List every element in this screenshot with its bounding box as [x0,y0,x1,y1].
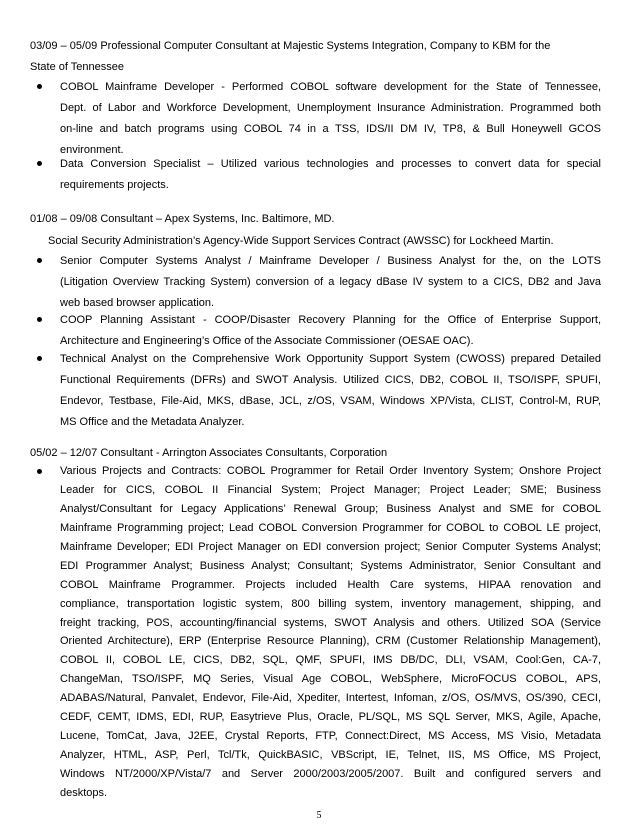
section-3-bullet-1-line-2: Leader for CICS, COBOL II Financial System; Project Manager; Project Leader; SME; Business [60,483,601,496]
section-1-bullet-2-line-2: requirements projects. [60,179,169,191]
section-1-bullet-1-line-4: environment. [60,144,124,156]
section-3-bullet-1-line-14: CEDF, CEMT, IDMS, EDI, RUP, Easytrieve Plus, Oracle, PL/SQL, MS SQL Server, MKS, Agile, Apache, [60,711,601,724]
section-3-bullet-1-line-11: COBOL II, COBOL LE, CICS, DB2, SQL, QMF, SPUFI, IMS DB/DC, DLI, VSAM, Cool:Gen, CA-7, [60,654,601,667]
section-3-bullet-1-line-17: Windows NT/2000/XP/Vista/7 and Server 2000/2003/2005/2007. Built and configured servers and [60,768,601,781]
section-3-bullet-1-line-8: compliance, transportation logistic system, 800 billing system, inventory management, shipping, and [60,597,601,610]
section-3-bullet-1-line-9: freight tracking, POS, accounting/financial systems, SWOT Analysis and others. Utilized SOA (Service [60,616,601,629]
section-2-bullet-1-line-2: (Litigation Overview Tracking System) conversion of a legacy dBase IV system to a CICS, DB2 and Java [60,276,601,288]
section-2-bullet-3-line-3: Endevor, Testbase, File-Aid, MKS, dBase, JCL, z/OS, VSAM, Windows XP/Vista, CLIST, Control-M, RUP, [60,395,601,407]
section-2-bullet-3-line-2: Functional Requirements (DFRs) and SWOT Analysis. Utilized CICS, DB2, COBOL II, TSO/ISPF, SPUFI, [60,374,601,386]
section-1-heading-line-2: State of Tennessee [30,61,124,73]
section-3-bullet-1-line-6: EDI Programmer Analyst; Business Analyst; Consultant; Systems Administrator, Senior Consultant and [60,559,601,572]
section-3-bullet-1-line-12: ChangeMan, TSO/ISPF, MQ Series, Visual Age COBOL, WebSphere, MicroFOCUS COBOL, APS, [60,673,601,686]
section-2-bullet-3-line-4: MS Office and the Metadata Analyzer. [60,416,245,428]
section-3-bullet-1-line-5: Mainframe Developer; EDI Project Manager on EDI conversion project; Senior Computer Systems Analyst; [60,540,601,553]
section-2-bullet-1-line-3: web based browser application. [60,297,215,309]
section-2-bullet-2-line-2: Architecture and Engineering’s Office of the Associate Commissioner (OESAE OAC). [60,335,474,347]
bullet-icon [37,251,45,259]
section-1-bullet-1-line-1: COBOL Mainframe Developer - Performed COBOL software development for the State of Tennessee, [60,81,601,93]
section-3-bullet-1-line-15: Lucene, TomCat, Java, J2EE, Crystal Reports, FTP, Connect:Direct, MS Access, MS Visio, Metadata [60,730,601,743]
section-2-bullet-2-line-1: COOP Planning Assistant - COOP/Disaster Recovery Planning for the Office of Enterprise Support, [60,314,601,326]
bullet-icon [37,154,45,162]
section-1-bullet-1-line-2: Dept. of Labor and Workforce Development, Unemployment Insurance Administration. Programmed both [60,102,601,114]
section-3-bullet-1-line-1: Various Projects and Contracts: COBOL Programmer for Retail Order Inventory System; Onshore Project [60,465,601,477]
section-3-bullet-1-line-10: Oriented Architecture), ERP (Enterprise Resource Planning), CRM (Customer Relationship Management), [60,635,601,648]
bullet-icon [37,77,45,85]
section-2-bullet-3-line-1: Technical Analyst on the Comprehensive Work Opportunity Support System (CWOSS) prepared Detailed [60,353,601,365]
section-3-bullet-1-line-18: desktops. [60,787,108,799]
section-3-bullet-1-line-13: ADABAS/Natural, Panvalet, Endevor, File-Aid, Xpediter, Intertest, Infoman, z/OS, OS/MVS, OS/390, CECI, [60,692,601,705]
section-3-bullet-1-line-16: Analyzer, HTML, ASP, Perl, Tcl/Tk, QuickBASIC, VBScript, IE, Telnet, IIS, MS Office, MS Project, [60,749,601,762]
bullet-icon [37,349,45,357]
section-3-bullet-1-line-7: COBOL Mainframe Programmer. Projects included Health Care systems, HIPAA renovation and [60,578,601,591]
bullet-icon [37,310,45,318]
section-3-heading-line-1: 05/02 – 12/07 Consultant - Arrington Associates Consultants, Corporation [30,447,388,459]
section-3-bullet-1-line-3: Analyst/Consultant for Legacy Applications’ Renewal Group; Business Analyst and SME for COBOL [60,502,601,515]
section-2-heading-line-1: 01/08 – 09/08 Consultant – Apex Systems, Inc. Baltimore, MD. [30,213,335,225]
section-1-bullet-1-line-3: on-line and batch programs using COBOL 74 in a TSS, IDS/II DM IV, TP8, & Bull Honeywell GCOS [60,123,601,135]
section-1-bullet-2-line-1: Data Conversion Specialist – Utilized various technologies and processes to convert data for special [60,158,601,170]
section-1-heading-line-1: 03/09 – 05/09 Professional Computer Consultant at Majestic Systems Integration, Company to KBM for the [30,40,551,52]
section-2-subheading: Social Security Administration’s Agency-Wide Support Services Contract (AWSSC) for Lockheed Martin. [48,235,554,247]
section-2-bullet-1-line-1: Senior Computer Systems Analyst / Mainframe Developer / Business Analyst for the, on the LOTS [60,255,601,267]
section-3-bullet-1-line-4: Mainframe Programming project; Lead COBOL Conversion Programmer for COBOL to COBOL LE project, [60,521,601,534]
page-number: 5 [316,810,322,821]
bullet-icon [37,462,45,470]
